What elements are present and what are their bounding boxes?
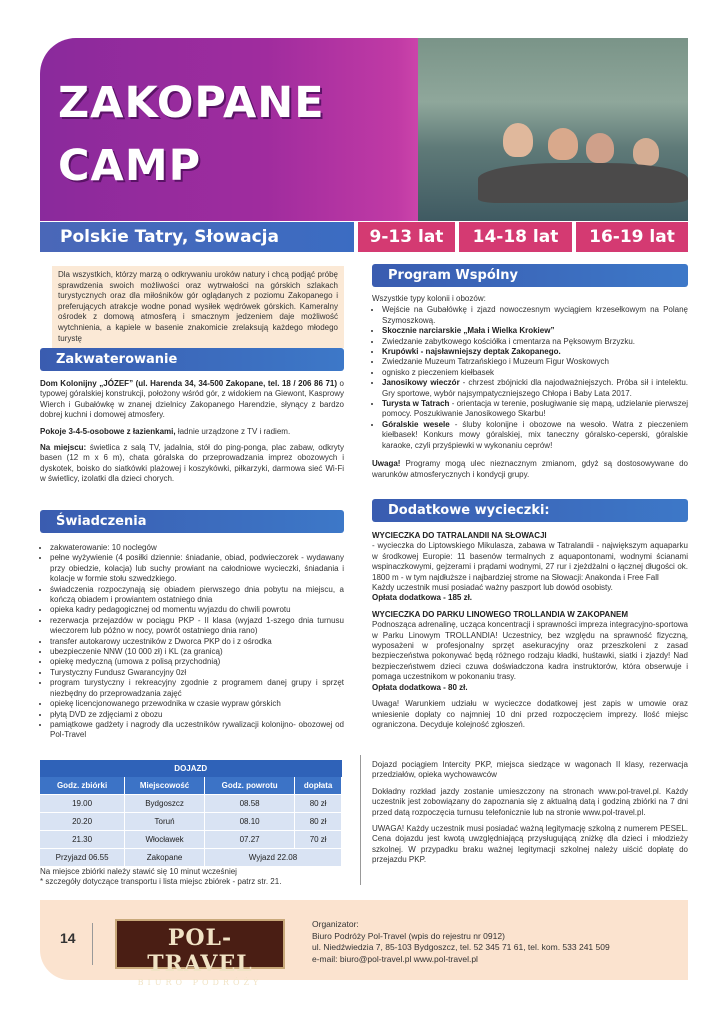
program-heading: Program Wspólny — [372, 264, 688, 287]
list-item — [382, 378, 688, 399]
list-item — [382, 305, 688, 326]
list-item-text: Zwiedzanie Muzeum Tatrzańskiego i Muzeum Figur Woskowych — [382, 357, 609, 367]
transport-info — [372, 760, 688, 872]
trip1-title: WYCIECZKA DO TATRALANDII NA SŁOWACJI — [372, 531, 547, 540]
organizer-address: ul. Niedźwiedzia 7, 85-103 Bydgoszcz, tel. 52 345 71 61, tel. kom. 533 241 509 — [312, 942, 610, 952]
program-note-text: Programy mogą ulec nieznacznym zmianom, gdyż są dostosowywane do warunków atmosferycznych i kondycji grupy. — [372, 459, 688, 479]
facilities-description: świetlica z salą TV, jadalnia, stół do ping-ponga, plac zabaw, odkryty basen (12 m x 6 m), chata góralska do przeprowadzania imprez obozowych i dyskotek, boisko do siatkówki plażowej i koszykówki, piłkarzyki, darmowa sieć Wi-Fi w świetlicy, izolatki dla dzieci chorych. — [40, 443, 345, 484]
list-item — [382, 368, 688, 378]
dojazd-notes — [40, 867, 344, 887]
trip2-description: Podnosząca adrenalinę, ucząca koncentracji i sprawności impreza integracyjno-sportowa w Parku Linowym TROLLANDIA! Uczestnicy, bez względu na sprawność fizyczną, wyposażeni w profesjonalny sprzęt asekuracyjny oraz przeszkoleni z zasad bezpieczeństwa pokonywać będą różnego rodzaju kładki, huśtawki, siatki i zjazdy! Nad bezpieczeństwem dzieci czuwa doświadczona kadra instruktorów, która obserwuje i pomaga uczestnikom w pokonaniu trasy. — [372, 620, 688, 682]
program-lead: Wszystkie typy kolonii i obozów: — [372, 294, 486, 303]
list-item: • świadczenia rozpoczynają się obiadem pierwszego dnia pobytu na miejscu, a kończą obiadem i prowiantem ostatniego dnia — [50, 585, 344, 606]
dojazd-table — [40, 760, 342, 866]
table-row — [40, 813, 342, 831]
logo-title: POL-TRAVEL — [147, 925, 253, 977]
transport-info-3: UWAGA! Każdy uczestnik musi posiadać ważną legitymację szkolną z numerem PESEL. Cena dojazdu jest kwotą uwzględniającą przysługującą zniżkę dla dzieci i młodzieży szkolnej. W przypadku braku ważnej legitymacji szkolnej należy uiścić dopłatę do przejazdu PKP. — [372, 824, 688, 865]
hero-title-line1: ZAKOPANE — [58, 78, 325, 128]
rooms-description: ładnie urządzone z TV i radiem. — [175, 426, 291, 436]
list-item: • płytą DVD ze zdjęciami z obozu — [50, 710, 344, 720]
trip1-requirement: Każdy uczestnik musi posiadać ważny paszport lub dowód osobisty. — [372, 583, 613, 593]
table-cell: Toruń — [125, 813, 205, 831]
transport-info-1: Dojazd pociągiem Intercity PKP, miejsca siedzące w wagonach II klasy, rezerwacja przedziałów, opieka wychowawców — [372, 760, 688, 780]
list-item — [382, 337, 688, 347]
organizer-label: Organizator: — [312, 919, 359, 929]
age-badge-9-13: 9-13 lat — [358, 222, 455, 252]
list-item — [382, 347, 688, 357]
list-item: • rezerwacja przejazdów w pociągu PKP - II klasa (wyjazd 1-szego dnia turnusu wieczorem lub późno w nocy, powrót ostatniego dnia rano) — [50, 616, 344, 637]
hero-title-line2: CAMP — [58, 141, 202, 191]
table-cell: 08.10 — [204, 813, 294, 831]
table-cell: 80 zł — [295, 813, 342, 831]
list-item-text: Zwiedzanie zabytkowego kościółka i cmentarza na Pęksowym Brzyzku. — [382, 336, 635, 346]
list-item — [382, 420, 688, 451]
age-badge-16-19: 16-19 lat — [576, 222, 688, 252]
table-cell: 08.58 — [204, 795, 294, 813]
table-cell: 21.30 — [40, 831, 125, 849]
list-item: • Turystyczny Fundusz Gwarancyjny 0zł — [50, 668, 344, 678]
table-cell: 70 zł — [295, 831, 342, 849]
list-item-text: - chrzest zbójnicki dla najodważniejszych. Próba sił i intelektu. Gry sportowe, wybór najsympatyczniejszego Chłopa i Baby Lata 2017. — [382, 378, 688, 398]
list-item-bold: Turysta w Tatrach — [382, 399, 450, 409]
table-cell: Przyjazd 06.55 — [40, 849, 125, 867]
table-cell: 19.00 — [40, 795, 125, 813]
list-item: • opiekę medyczną (umowa z polisą przychodnią) — [50, 657, 344, 667]
list-item: • opieka kadry pedagogicznej od momentu wyjazdu do chwili powrotu — [50, 605, 344, 615]
list-item: • transfer autokarowy uczestników z Dworca PKP do i z ośrodka — [50, 637, 344, 647]
trip2-price: Opłata dodatkowa - 80 zł. — [372, 682, 468, 692]
table-row — [40, 831, 342, 849]
transport-info-2: Dokładny rozkład jazdy zostanie umieszczony na stronach www.pol-travel.pl. Każdy uczestnik jest zobowiązany do zapoznania się z aktualną datą i godziną zbiórki na 7 dni przed datą rozpoczęcia turnusu telefonicznie lub na stronie www.pol-travel.pl. — [372, 786, 688, 817]
program-text — [372, 294, 688, 486]
rooms-label: Pokoje 3-4-5-osobowe z łazienkami, — [40, 426, 176, 436]
list-item: • program turystyczny i rekreacyjny zgodnie z programem danej grupy i sprzęt niezbędny do przeprowadzania zajęć — [50, 678, 344, 699]
facilities-label: Na miejscu: — [40, 443, 87, 453]
table-row — [40, 795, 342, 813]
page-number: 14 — [60, 930, 76, 946]
list-item: • pełne wyżywienie (4 posiłki dziennie: śniadanie, obiad, podwieczorek - wydawany przy obiedzie, kolacja) lub suchy prowiant na całodniowe wycieczki, śniadania i kolacje w formie stołu szwedzkiego. — [50, 553, 344, 584]
intro-text: Dla wszystkich, którzy marzą o odkrywaniu uroków natury i chcą podjąć próbę sprawdzenia swoich możliwości oraz wytrwałości na górskich szlakach turystycznych oraz dla miłośników gór oglądanych z poziomu Zakopanego i preferujących atrakcje wodne ponad wysiłek wędrówek górskich. Kameralny ośrodek z domową atmosferą i smacznym jedzeniem daje możliwość wytchnienia, a kąpiele w basenie znakomicie zrelaksują każdego młodego turystę — [52, 266, 344, 348]
table-cell: Wyjazd 22.08 — [204, 849, 341, 867]
list-item-bold: Janosikowy wieczór — [382, 378, 460, 388]
dojazd-note-1: Na miejsce zbiórki należy stawić się 10 minut wcześniej — [40, 867, 237, 876]
list-item-text: - śluby kolonijne i obozowe na wesoło. Watra z pieczeniem kiełbasek! Konkurs mowy góralskiej, mix taneczny góralsko-ceperski, góralskie karaoke, czyli przyśpiewki w wykonaniu ceprów! — [382, 419, 688, 450]
wycieczki-heading: Dodatkowe wycieczki: — [372, 499, 688, 522]
col-header: Godz. zbiórki — [40, 777, 125, 795]
hero-banner — [40, 38, 688, 221]
logo-subtitle: BIURO PODRÓŻY — [137, 978, 263, 987]
accommodation-name: Dom Kolonijny „JÓZEF” (ul. Harenda 34, 34-500 Zakopane, tel. 18 / 206 86 71) — [40, 379, 338, 388]
table-cell: Bydgoszcz — [125, 795, 205, 813]
dojazd-note-2: * szczegóły dotyczące transportu i lista miejsc zbiórek - patrz str. 21. — [40, 877, 282, 886]
trip1-price: Opłata dodatkowa - 185 zł. — [372, 593, 473, 603]
col-header: Godz. powrotu — [204, 777, 294, 795]
age-badge-14-18: 14-18 lat — [459, 222, 572, 252]
zakwaterowanie-text — [40, 379, 344, 491]
organizer-contact: e-mail: biuro@pol-travel.pl www.pol-travel.pl — [312, 953, 478, 964]
list-item: • ubezpieczenie NNW (10 000 zł) i KL (za granicą) — [50, 647, 344, 657]
list-item: • pamiątkowe gadżety i nagrody dla uczestników rywalizacji kolonijno- obozowej od Pol-Travel — [50, 720, 344, 741]
organizer-info — [312, 919, 610, 965]
list-item-bold: Skocznie narciarskie „Mała i Wielka Krokiew” — [382, 326, 555, 336]
column-divider — [360, 755, 361, 885]
zakwaterowanie-heading: Zakwaterowanie — [40, 348, 344, 371]
accommodation-description: o typowej góralskiej konstrukcji, położony wśród gór, z widokiem na Giewont, Kasprowy Wierch i Gubałówkę w znanej dzielnicy Zakopanego Harendzie, słynący z bardzo dobrej kuchni i domowej atmosfery. — [40, 379, 344, 420]
list-item: • zakwaterowanie: 10 noclegów — [50, 543, 344, 553]
list-item — [382, 357, 688, 367]
swiadczenia-list — [40, 543, 344, 741]
trip2-title: WYCIECZKA DO PARKU LINOWEGO TROLLANDIA W ZAKOPANEM — [372, 609, 628, 619]
col-header: dopłata — [295, 777, 342, 795]
list-item-bold: Góralskie wesele — [382, 419, 450, 429]
list-item-text: Wejście na Gubałówkę i zjazd nowoczesnym wyciągiem krzesełkowym na Polanę Szymoszkową. — [382, 305, 688, 325]
footer-divider — [92, 923, 93, 965]
list-item-text: - orientacja w terenie, posługiwanie się mapą, udzielanie pierwszej pomocy. Poszukiwanie Janosikowego Skarbu! — [382, 399, 689, 419]
swiadczenia-heading: Świadczenia — [40, 510, 344, 533]
table-cell: Włocławek — [125, 831, 205, 849]
wycieczki-text — [372, 531, 688, 736]
hero-photo — [418, 38, 688, 221]
table-row — [40, 849, 342, 867]
program-note-label: Uwaga! — [372, 459, 401, 469]
table-cell: 80 zł — [295, 795, 342, 813]
col-header: Miejscowość — [125, 777, 205, 795]
list-item — [382, 326, 688, 336]
list-item: • opiekę licencjonowanego przewodnika w czasie wypraw górskich — [50, 699, 344, 709]
table-cell: Zakopane — [125, 849, 205, 867]
list-item-text: ognisko z pieczeniem kiełbasek — [382, 367, 495, 377]
trip1-description: - wycieczka do Liptowskiego Mikulasza, zabawa w Tatralandii - największym aquaparku w środkowej Europie: 11 basenów termalnych z aquapontonami, wodnymi ścianami wspinaczkowymi, gejzerami i prądami wodnymi, 27 rur i zjeżdżalni o łącznej długości ok. 1800 m - w tym najdłuższe i najbardziej strome na Słowacji: Anakonda i Free Fall — [372, 541, 688, 582]
trip-warning: Uwaga! Warunkiem udziału w wycieczce dodatkowej jest zapis w umowie oraz wniesienie dopłaty co najmniej 10 dni przed rozpoczęciem imprezy. Ilość miejsc ograniczona. Decyduje kolejność zgłoszeń. — [372, 699, 688, 729]
organizer-name: Biuro Podróży Pol-Travel (wpis do rejestru nr 0912) — [312, 930, 505, 941]
list-item-bold: Krupówki - najsławniejszy deptak Zakopanego. — [382, 347, 561, 357]
table-cell: 20.20 — [40, 813, 125, 831]
region-banner: Polskie Tatry, Słowacja — [40, 222, 354, 252]
pol-travel-logo — [115, 919, 285, 987]
list-item — [382, 399, 688, 420]
table-cell: 07.27 — [204, 831, 294, 849]
dojazd-caption: DOJAZD — [40, 760, 342, 777]
